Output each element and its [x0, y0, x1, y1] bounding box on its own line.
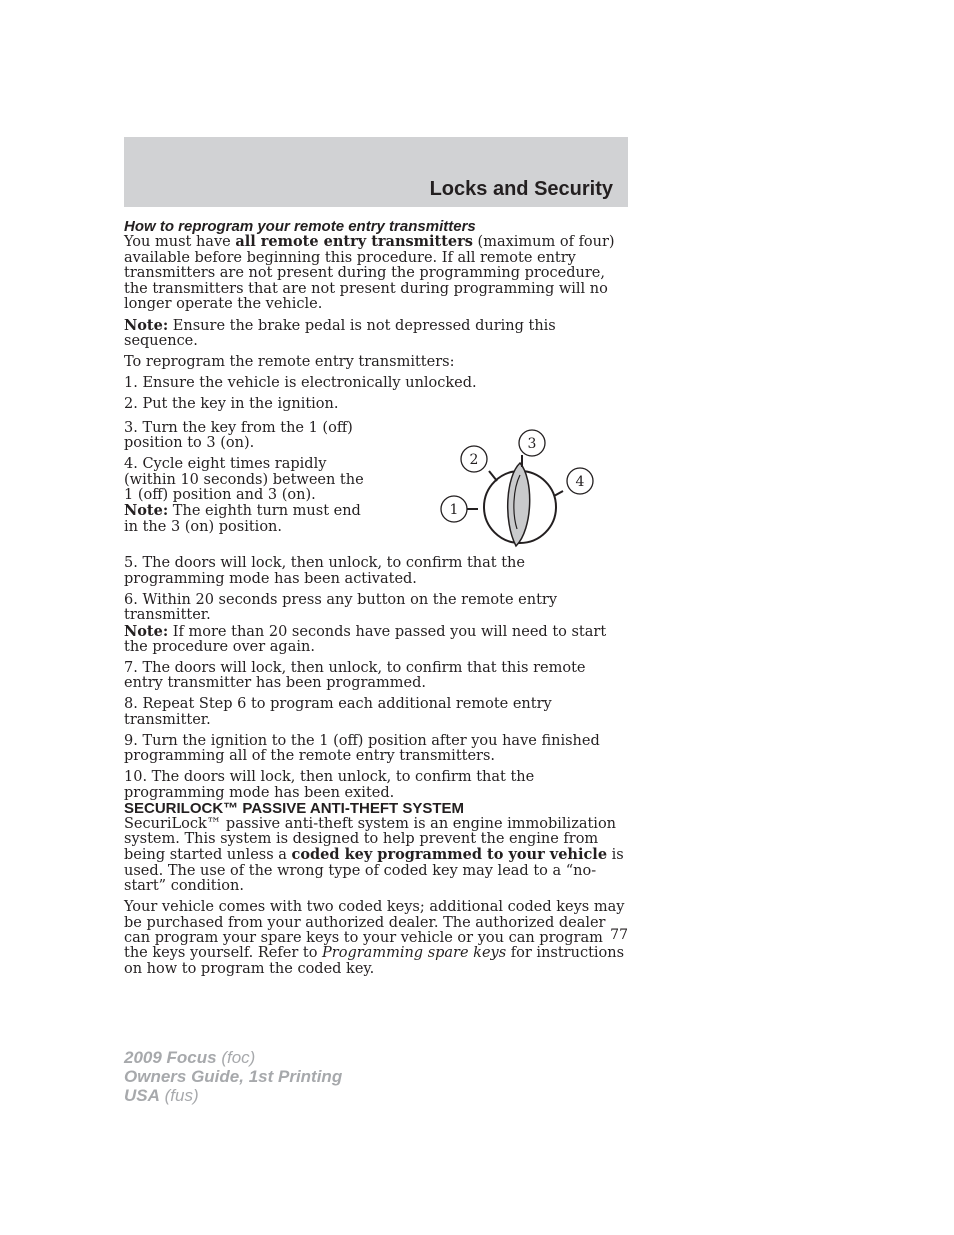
intro-paragraph	[124, 234, 628, 312]
footer-market-code: (fus)	[159, 1086, 199, 1105]
step-2: 2. Put the key in the ignition.	[124, 396, 339, 413]
step-6-text: 6. Within 20 seconds press any button on the remote entry transmitter.	[124, 591, 558, 624]
step-4-note-label: Note:	[124, 502, 169, 520]
document-footer	[124, 1048, 342, 1105]
note-text: Ensure the brake pedal is not depressed during this sequence.	[124, 318, 556, 350]
step-4-text: 4. Cycle eight times rapidly (within 10 seconds) between the 1 (off) position and 3 (on).	[124, 456, 364, 504]
footer-model-code: (foc)	[216, 1048, 256, 1067]
step-10: 10. The doors will lock, then unlock, to confirm that the programming mode has been exited.	[124, 769, 535, 801]
page-number: 77	[610, 927, 628, 943]
footer-line-1	[124, 1048, 342, 1067]
position-1-label: 1	[449, 501, 459, 518]
intro-text-post: (maximum of four) available before beginning this procedure. If all remote entry transmitters are not present during the programming procedure, the transmitters that are not present during programming will no longer operate the vehicle.	[124, 234, 615, 313]
position-2-label: 2	[469, 451, 479, 468]
section-header-band	[124, 137, 628, 207]
procedure-lead: To reprogram the remote entry transmitters:	[124, 354, 455, 371]
section-title: Locks and Security	[429, 178, 613, 200]
position-3-label: 3	[527, 435, 537, 452]
para1-text-pre: SecuriLock™ passive anti-theft system is an engine immobilization system. This system is designed to help prevent the engine from being started unless a	[124, 815, 617, 864]
step-6-note-text: If more than 20 seconds have passed you will need to start the procedure over again.	[124, 623, 607, 656]
step-4	[124, 457, 374, 535]
para1-text-bold: coded key programmed to your vehicle	[291, 846, 608, 864]
para2-text-pre: Your vehicle comes with two coded keys; additional coded keys may be purchased from your authorized dealer. The authorized dealer can program your spare keys to your vehicle or you can program the keys yourself. Refer to	[124, 899, 625, 962]
securilock-paragraph-1	[124, 817, 628, 895]
step-7: 7. The doors will lock, then unlock, to confirm that this remote entry transmitter has been programmed.	[124, 660, 586, 692]
step-9: 9. Turn the ignition to the 1 (off) position after you have finished programming all of the remote entry transmitters.	[124, 732, 600, 765]
steps-3-4	[124, 421, 374, 551]
footer-line-2: Owners Guide, 1st Printing	[124, 1067, 343, 1086]
securilock-paragraph-2	[124, 900, 628, 977]
footer-market: USA	[124, 1086, 160, 1105]
securilock-heading: SECURILOCK™ PASSIVE ANTI-THEFT SYSTEM	[124, 800, 465, 818]
step-8: 8. Repeat Step 6 to program each additional remote entry transmitter.	[124, 696, 552, 728]
position-4-label: 4	[575, 473, 585, 490]
intro-text-pre: You must have	[124, 234, 236, 251]
intro-text-bold: all remote entry transmitters	[235, 233, 473, 251]
step-6-note-label: Note:	[124, 622, 169, 640]
footer-model: 2009 Focus	[124, 1048, 217, 1067]
note-label: Note:	[124, 317, 169, 335]
para1-text-post: is used. The use of the wrong type of coded key may lead to a “no-start” condition.	[124, 847, 624, 895]
step-4-note-text: The eighth turn must end in the 3 (on) position.	[124, 503, 361, 535]
ignition-position-diagram	[402, 421, 612, 551]
footer-line-3	[124, 1086, 342, 1105]
step-1: 1. Ensure the vehicle is electronically unlocked.	[124, 375, 477, 392]
steps-with-diagram	[124, 421, 628, 551]
step-5: 5. The doors will lock, then unlock, to confirm that the programming mode has been activated.	[124, 555, 525, 587]
brake-note	[124, 318, 628, 350]
reprogram-heading: How to reprogram your remote entry transmitters	[124, 218, 476, 235]
step-3: 3. Turn the key from the 1 (off) position to 3 (on).	[124, 419, 353, 452]
programming-spare-keys-reference: Programming spare keys	[322, 945, 507, 962]
page-content	[124, 219, 628, 977]
step-6	[124, 593, 628, 656]
para2-text-post: for instructions on how to program the coded key.	[124, 945, 625, 977]
